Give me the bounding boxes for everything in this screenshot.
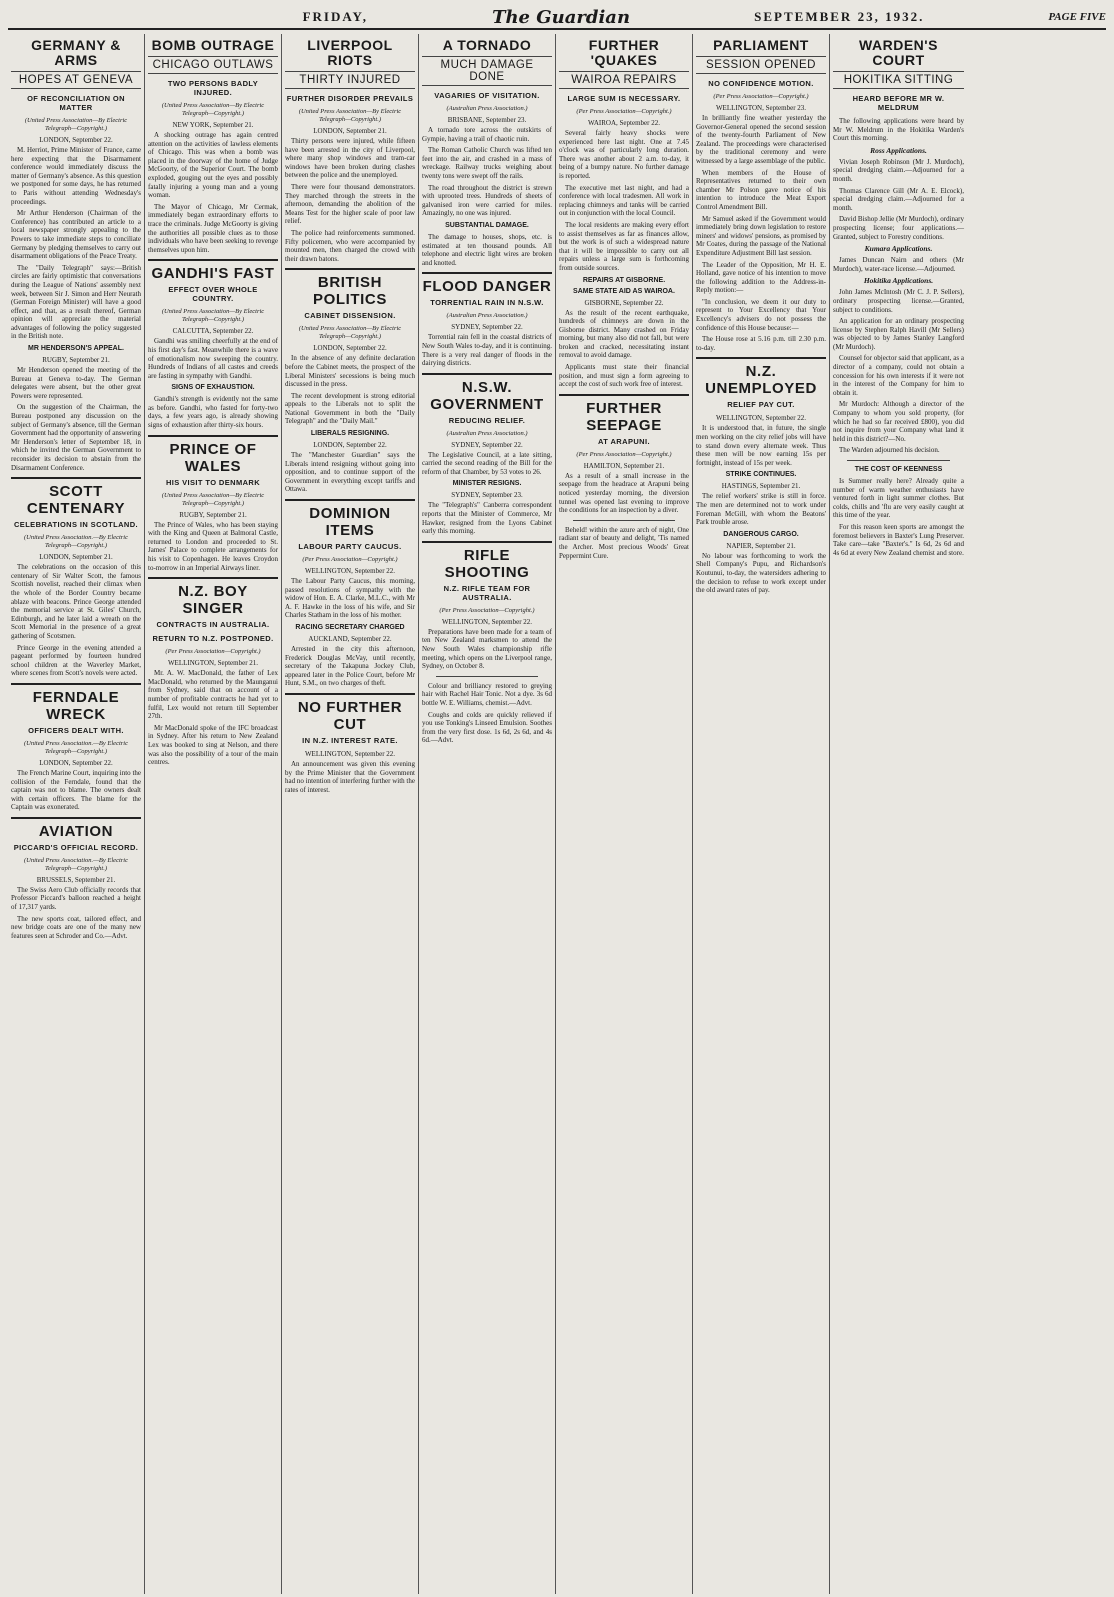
deck: RETURN TO N.Z. POSTPONED. — [152, 634, 274, 644]
headline: DOMINION ITEMS — [285, 499, 415, 539]
divider — [573, 520, 675, 521]
headline: WARDEN'S COURT — [859, 37, 938, 68]
dateline: BRUSSELS, September 21. — [36, 875, 116, 884]
wire-credit: (United Press Association—By Electric Telegraph—Copyright.) — [161, 491, 265, 507]
article-paragraph: No labour was forthcoming to work the Shell Company's Pupu, and Richardson's Koutunui, to-day, the watersiders adhering to the decision to refuse to work except under the old award rates of pay. — [696, 551, 826, 595]
wire-credit: (Per Press Association—Copyright.) — [713, 93, 809, 100]
subheadline: HOPES AT GENEVA — [11, 71, 141, 89]
section-subhead: REPAIRS AT GISBORNE. — [582, 276, 666, 284]
subheadline: SESSION OPENED — [696, 56, 826, 74]
article-paragraph: There were four thousand demonstrators. They marched through the streets in the afternoon, demanding the abolition of the Means Test for the higher scale of poor law relief. — [285, 182, 415, 226]
article-paragraph: In brilliantly fine weather yesterday the Governor-General opened the second session of the twenty-fourth Parliament of New Zealand. The proceedings were characterised by the traditional ceremony and were witnessed by a large assemblage of the public. — [696, 114, 826, 165]
dateline: SYDNEY, September 23. — [451, 491, 523, 500]
deck: RELIEF PAY CUT. — [727, 400, 795, 410]
article-paragraph: Counsel for objector said that applicant, as a director of a company, could not obtain a concession for his own interests if it were not in the interest of the Company for him to obtain it. — [833, 354, 964, 397]
headline: RIFLE SHOOTING — [422, 541, 552, 581]
deck: CABINET DISSENSION. — [304, 311, 396, 321]
headline: BRITISH POLITICS — [285, 268, 415, 308]
deck: NO CONFIDENCE MOTION. — [708, 79, 814, 88]
dateline: CALCUTTA, September 22. — [172, 327, 254, 336]
article-paragraph: The following applications were heard by Mr W. Meldrum in the Hokitika Warden's Court this morning. — [833, 117, 964, 143]
subheadline: CHICAGO OUTLAWS — [148, 56, 278, 74]
section-subhead: MINISTER RESIGNS. — [452, 480, 522, 488]
headline: SCOTT CENTENARY — [11, 477, 141, 517]
deck: CELEBRATIONS IN SCOTLAND. — [13, 520, 139, 530]
deck: AT ARAPUNI. — [598, 436, 650, 446]
article-paragraph: The House rose at 5.16 p.m. till 2.30 p.m. to-day. — [696, 335, 826, 352]
article-paragraph: In the absence of any definite declaration before the Cabinet meets, the prospect of the Liberal Ministers' secessions is being much discussed in the press. — [285, 354, 415, 389]
dateline: NAPIER, September 21. — [726, 541, 796, 550]
wire-credit: (Australian Press Association.) — [446, 105, 528, 112]
dateline: LONDON, September 21. — [313, 127, 387, 135]
wire-credit: (United Press Association.—By Electric Telegraph—Copyright.) — [24, 534, 128, 550]
wire-credit: (Per Press Association—Copyright.) — [576, 108, 672, 115]
deck: N.Z. RIFLE TEAM FOR AUSTRALIA. — [443, 583, 531, 602]
headline: PARLIAMENT — [713, 37, 809, 53]
dateline: WELLINGTON, September 22. — [304, 749, 396, 758]
dateline: LONDON, September 21. — [39, 553, 113, 562]
article-paragraph: The recent development is strong editorial appeals to the Liberals not to split the National Government in both the "Daily Telegraph" and the "Daily Mail." — [285, 391, 415, 426]
article-paragraph: An announcement was given this evening by the Prime Minister that the Government had no intention of interfering further with the rates of interest. — [285, 759, 415, 794]
section-subhead: SAME STATE AID AS WAIROA. — [573, 287, 675, 295]
column-7 — [830, 34, 967, 1594]
divider — [847, 460, 950, 461]
dateline: GISBORNE, September 22. — [584, 298, 664, 307]
subheadline: MUCH DAMAGE DONE — [422, 56, 552, 86]
headline: N.S.W. GOVERNMENT — [422, 373, 552, 413]
article-paragraph: The executive met last night, and had a conference with local tradesmen. All work in replacing chimneys and tanks will be carried out in conjunction with the local Council. — [559, 183, 689, 218]
section-subhead: LIBERALS RESIGNING. — [310, 430, 390, 438]
deck: HIS VISIT TO DENMARK — [165, 477, 261, 487]
deck: TWO PERSONS BADLY INJURED. — [167, 79, 259, 97]
wire-credit: (Per Press Association—Copyright.) — [439, 606, 535, 614]
headline: N.Z. UNEMPLOYED — [696, 357, 826, 397]
headline: FLOOD DANGER — [422, 272, 552, 295]
column-3 — [282, 34, 419, 1594]
masthead-date: SEPTEMBER 23, 1932. — [754, 9, 925, 24]
dateline: AUCKLAND, September 22. — [308, 635, 392, 643]
article-paragraph: The road throughout the district is strewn with uprooted trees. Hundreds of sheets of galvanised iron were carried for miles. Amazingly, no one was injured. — [422, 183, 552, 218]
dateline: WELLINGTON, September 22. — [715, 414, 807, 423]
article-paragraph: Thirty persons were injured, while fifteen have been arrested in the city of Liverpool, where many shop windows and tram-car windows have been broken during clashes between the police and the unemployed. — [285, 137, 415, 180]
wire-credit: (Per Press Association—Copyright.) — [165, 648, 261, 656]
section-subhead: DANGEROUS CARGO. — [723, 530, 799, 538]
deck: LARGE SUM IS NECESSARY. — [567, 94, 681, 103]
wire-credit: (United Press Association.—By Electric Telegraph—Copyright.) — [24, 739, 128, 755]
deck: OF RECONCILIATION ON MATTER — [27, 94, 125, 112]
dateline: LONDON, September 22. — [39, 136, 113, 144]
headline: GERMANY & ARMS — [31, 37, 121, 68]
divider — [436, 676, 538, 677]
dateline: WELLINGTON, September 22. — [304, 567, 396, 576]
column-2 — [145, 34, 282, 1594]
advertisement: Coughs and colds are quickly relieved if you use Tonking's Linseed Emulsion. Soothes from the very first dose. 1s 6d, 2s 6d, and 4s 6d.—Advt. — [422, 710, 552, 745]
section-label: Hokitika Applications. — [863, 276, 934, 286]
masthead-title: The Guardian — [492, 6, 631, 28]
article-paragraph: The Mayor of Chicago, Mr Cermak, immediately began extraordinary efforts to trace the criminals. Judge McGoorty is giving the authorities all possible clues as to those individuals who have been seeking to revenge themselves upon him. — [148, 202, 278, 254]
wire-credit: (United Press Association—By Electric Telegraph—Copyright.) — [161, 308, 265, 324]
article-paragraph: The damage to houses, shops, etc. is estimated at ten thousand pounds. All telephone and electric light wires are broken and knotted. — [422, 232, 552, 267]
page-number: PAGE FIVE — [1048, 11, 1106, 23]
deck: TORRENTIAL RAIN IN N.S.W. — [430, 298, 544, 308]
article-paragraph: Mr Henderson opened the meeting of the Bureau at Geneva to-day. The German delegates were absent, but the other great Powers were represented. — [11, 366, 141, 400]
article-paragraph: The Leader of the Opposition, Mr H. E. Holland, gave notice of his intention to move the following addition to the Address-in-Reply motion:— — [696, 260, 826, 295]
masthead — [8, 6, 1106, 30]
article-paragraph: Mr Murdoch: Although a director of the Company to whom you sold property, (for which he had so far received £800), you did not inquire from your Company what land it held in this district?—No. — [833, 400, 964, 443]
article-paragraph: David Bishop Jellie (Mr Murdoch), ordinary prospecting license; four applications.—Granted, subject to Forestry conditions. — [833, 215, 964, 241]
deck: PICCARD'S OFFICIAL RECORD. — [13, 842, 139, 852]
dateline: SYDNEY, September 22. — [451, 440, 523, 449]
deck: REDUCING RELIEF. — [448, 415, 526, 425]
headline: LIVERPOOL RIOTS — [307, 37, 393, 68]
dateline: WELLINGTON, September 22. — [441, 617, 533, 626]
dateline: HASTINGS, September 21. — [721, 482, 801, 491]
dateline: HAMILTON, September 21. — [583, 461, 665, 470]
column-4 — [419, 34, 556, 1594]
article-paragraph: "In conclusion, we deem it our duty to represent to Your Excellency that Your Excellency's advisers do not possess the confidence of this House because:— — [696, 297, 826, 332]
article-paragraph: Mr Samuel asked if the Government would immediately bring down legislation to restore miners' and widows' pensions, as promised by Mr Coates, during the passage of the National Expenditure Adjustment Bill last session. — [696, 214, 826, 257]
article-paragraph: Arrested in the city this afternoon, Frederick Douglas McVay, until recently, secretary of the Takapuna Jockey Club, appeared later in the Police Court, before Mr Hunt, S.M., on two charges of theft. — [285, 645, 415, 688]
headline: BOMB OUTRAGE — [151, 37, 275, 53]
wire-credit: (United Press Association.—By Electric Telegraph—Copyright.) — [24, 856, 128, 872]
article-paragraph: When members of the House of Representatives returned to their own chamber Mr Polson gave notice of his intention to introduce the Meat Export Control Amendment Bill. — [696, 168, 826, 211]
advertisement: Colour and brilliancy restored to greying hair with Rachel Hair Tonic. Not a dye. 3s 6d bottle W. E. Williams, chemist.—Advt. — [422, 681, 552, 707]
section-subhead: SUBSTANTIAL DAMAGE. — [445, 221, 529, 229]
headline: N.Z. BOY SINGER — [148, 577, 278, 617]
article-paragraph: Applicants must state their financial position, and must sign a form agreeing to accept the cost of such work free of interest. — [559, 363, 689, 389]
headline: FURTHER SEEPAGE — [559, 394, 689, 434]
article-paragraph: The police had reinforcements summoned. Fifty policemen, who were accompanied by mounted men, then charged the crowd with their drawn batons. — [285, 228, 415, 263]
column-6 — [693, 34, 830, 1594]
deck: IN N.Z. INTEREST RATE. — [302, 735, 398, 745]
dateline: NEW YORK, September 21. — [172, 121, 254, 129]
article-paragraph: The celebrations on the occasion of this centenary of Sir Walter Scott, the famous Scottish novelist, reached their climax when the whole of the Border Country became ablaze with beacons. Prince George attended the memorial service at St. Giles' Church, Edinburgh, and he later laid a wreath on the Scott Memorial in the presence of a great gathering of Scotsmen. — [11, 563, 141, 640]
advertisement: For this reason keen sports are amongst the foremost believers in Baxter's Lung Preserver. Take care—take "Baxter's." Is 6d, 2s 6d and 4s 6d at every New Zealand chemist and store. — [833, 522, 964, 557]
column-1 — [8, 34, 145, 1594]
masthead-left — [8, 9, 368, 25]
wire-credit: (United Press Association—By Electric Telegraph—Copyright.) — [298, 325, 402, 341]
wire-credit: (United Press Association—By Electric Telegraph—Copyright.) — [161, 102, 265, 117]
dateline: WELLINGTON, September 21. — [167, 659, 259, 668]
dateline: SYDNEY, September 22. — [451, 323, 523, 332]
article-paragraph: The Legislative Council, at a late sitting, carried the second reading of the Bill for the reform of that Chamber, by 53 votes to 26. — [422, 450, 552, 476]
article-paragraph: John James McIntosh (Mr C. J. P. Sellers), ordinary prospecting license.—Granted, subject to conditions. — [833, 288, 964, 314]
headline: AVIATION — [11, 817, 141, 840]
dateline: WELLINGTON, September 23. — [715, 104, 807, 112]
subheadline: WAIROA REPAIRS — [559, 71, 689, 89]
article-paragraph: Prince George in the evening attended a pageant performed by fourteen hundred school children at the Waverley Market, where scenes from Scott's novels were acted. — [11, 643, 141, 678]
dateline: LONDON, September 22. — [39, 758, 113, 767]
section-label: Kumara Applications. — [864, 244, 933, 254]
article-paragraph: The Labour Party Caucus, this morning, passed resolutions of sympathy with the widow of Hon. E. A. Clarke, M.L.C., with Mr A. F. Hawke in the loss of his wife, and Sir Charles Statham in the loss of his mother. — [285, 577, 415, 620]
article-paragraph: James Duncan Nairn and others (Mr Murdoch), water-race license.—Adjourned. — [833, 256, 964, 273]
section-label: Ross Applications. — [870, 145, 927, 155]
article-paragraph: Torrential rain fell in the coastal districts of New South Wales to-day, and it is continuing. There is a very real danger of floods in the dairying districts. — [422, 333, 552, 368]
article-paragraph: Mr. A. W. MacDonald, the father of Lex MacDonald, who returned by the Maunganui from Sydney, said that on account of a number of profitable contracts he had yet to fulfil, Lex would not return till September 27th. — [148, 669, 278, 721]
headline: A TORNADO — [442, 37, 532, 53]
article-paragraph: Mr Arthur Henderson (Chairman of the Conference) has contributed an article to a local newspaper strongly appealing to the Powers to take immediate steps to conciliate Germany by pledging themselves to carry out disarmament obligations of the Peace Treaty. — [11, 209, 141, 261]
section-subhead: MR HENDERSON'S APPEAL. — [28, 345, 124, 353]
article-paragraph: An application for an ordinary prospecting license by Stephen Ralph Havill (Mr Sellers) was objected to by James Stanley Langford (Mr Murdoch). — [833, 317, 964, 351]
article-paragraph: The Roman Catholic Church was lifted ten feet into the air, and crashed in a mass of wreckage. Railway trucks weighing about twenty tons were swept off the rails. — [422, 146, 552, 180]
article-paragraph: The Prince of Wales, who has been staying with the King and Queen at Balmoral Castle, returned to London and proceeded to St. James' Palace to complete arrangements for his visit to Copenhagen. He leaves Croydon to-morrow in an Imperial Airways liner. — [148, 520, 278, 572]
article-paragraph: Thomas Clarence Gill (Mr A. E. Elcock), special dredging claim.—Adjourned for a month. — [833, 186, 964, 212]
dateline: BRISBANE, September 23. — [447, 116, 527, 124]
dateline: LONDON, September 22. — [313, 441, 387, 450]
headline: FERNDALE WRECK — [11, 683, 141, 723]
subheadline: HOKITIKA SITTING — [833, 71, 964, 89]
article-paragraph: A shocking outrage has again centred attention on the activities of lawless elements of Chicago. This was when a bomb was placed in the doorway of the home of Judge McGoorty, of the Superior Court. The bomb exploded, gouging out the eyes and possibly fatally injuring a young man and a young woman. — [148, 131, 278, 200]
masthead-day: FRIDAY, — [302, 9, 368, 24]
section-subhead: STRIKE CONTINUES. — [725, 471, 797, 479]
deck: VAGARIES OF VISITATION. — [434, 91, 540, 100]
article-paragraph: Gandhi's strength is evidently not the same as before. Gandhi, who fasted for forty-two days, a few years ago, is already showing signs of exhaustion after thirty-six hours. — [148, 395, 278, 430]
article-paragraph: The French Marine Court, inquiring into the collision of the Ferndale, found that the captain was not to blame. The owners dealt with certain officers. The blame for the Captain was exonerated. — [11, 768, 141, 812]
headline: NO FURTHER CUT — [285, 693, 415, 733]
article-paragraph: A tornado tore across the outskirts of Gympie, having a trail of chaotic ruin. — [422, 126, 552, 143]
article-paragraph: Vivian Joseph Robinson (Mr J. Murdoch), special dredging claim.—Adjourned for a month. — [833, 157, 964, 183]
article-paragraph: As a result of a small increase in the seepage from the headrace at Arapuni being noticed yesterday morning, the diversion tunnel was opened last evening to improve the conditions for an inspection by a diver. — [559, 471, 689, 515]
dateline: WAIROA, September 22. — [588, 119, 660, 127]
wire-credit: (Per Press Association—Copyright.) — [302, 556, 398, 564]
deck: HEARD BEFORE MR W. MELDRUM — [852, 94, 945, 112]
headline: FURTHER 'QUAKES — [588, 37, 660, 68]
article-paragraph: Preparations have been made for a team of ten New Zealand marksmen to attend the New South Wales championship rifle meeting, which opens on the Liverpool range, Sydney, on October 8. — [422, 627, 552, 671]
headline: PRINCE OF WALES — [148, 435, 278, 475]
article-paragraph: Several fairly heavy shocks were experienced here last night. One at 7.45 o'clock was of particularly long duration. There was another about 2 a.m. to-day, it being of a bumpy nature. No further damage is reported. — [559, 129, 689, 180]
dateline: LONDON, September 22. — [313, 344, 387, 353]
deck: FURTHER DISORDER PREVAILS — [286, 94, 414, 103]
dateline: RUGBY, September 21. — [42, 356, 110, 365]
article-paragraph: The Swiss Aero Club officially records that Professor Piccard's balloon reached a height of 17,317 yards. — [11, 885, 141, 912]
advertisement: Is Summer really here? Already quite a number of warm weather enthusiasts have ventured forth in light summer clothes. But colds, chills and 'flu are very easily caught at this time of the year. — [833, 477, 964, 520]
article-paragraph: The "Telegraph's" Canberra correspondent reports that the Minister of Commerce, Mr Hawker, resigned from the Lyons Cabinet early this morning. — [422, 501, 552, 536]
article-paragraph: It is understood that, in future, the single men working on the city relief jobs will have to stand down every alternate week. Thus these men will be now earning 15s per fortnight, instead of 15s per week. — [696, 424, 826, 467]
article-paragraph: The relief workers' strike is still in force. The men are determined not to work under Foreman McGill, with whom the Beatons' Park trouble arose. — [696, 492, 826, 527]
article-paragraph: The "Daily Telegraph" says:—British circles are fairly optimistic that conversations during the League of Nations' assembly next week, between Sir J. Simon and Herr Neurath (German Foreign Minister) will have a good effect, and that, as a result thereof, German opinion will appreciate the material advantages of following the policy suggested in the British note. — [11, 263, 141, 341]
deck: CONTRACTS IN AUSTRALIA. — [156, 620, 270, 630]
article-paragraph: Mr MacDonald spoke of the IFC broadcast in Sydney. After his return to New Zealand Lex was booked to sing at Nelson, and there was also the possibility of a tour of the main centres. — [148, 723, 278, 767]
article-paragraph: The "Manchester Guardian" says the Liberals intend resigning without going into opposition, and to continue support of the Government in everything except tariffs and Ottawa. — [285, 451, 415, 494]
section-subhead: THE COST OF KEENNESS — [854, 466, 943, 473]
section-subhead: SIGNS OF EXHAUSTION. — [171, 384, 255, 392]
deck: LABOUR PARTY CAUCUS. — [298, 542, 402, 552]
subheadline: THIRTY INJURED — [285, 71, 415, 89]
deck: OFFICERS DEALT WITH. — [28, 725, 124, 735]
deck: EFFECT OVER WHOLE COUNTRY. — [168, 285, 258, 304]
article-paragraph: M. Herriot, Prime Minister of France, came here expecting that the Disarmament conference would immediately discuss the matter of Germany's absence. As this question we postponed for some days, he has returned to Paris without attending Wednesday's proceedings. — [11, 146, 141, 206]
wire-credit: (United Press Association—By Electric Telegraph—Copyright.) — [24, 117, 128, 132]
article-paragraph: As the result of the recent earthquake, hundreds of chimneys are down in the Gisborne district. Many crashed on Friday morning, but many also did not fall, but were broken and cracked, necessitating instant removal to avoid damage. — [559, 308, 689, 360]
headline: GANDHI'S FAST — [148, 259, 278, 282]
article-paragraph: The local residents are making every effort to assist themselves as far as finances allow, but the work is of such a widespread nature that it will be impossible to carry out all repairs unless a large sum is forthcoming from outside sources. — [559, 220, 689, 272]
section-subhead: RACING SECRETARY CHARGED — [295, 624, 405, 631]
columns — [8, 34, 1106, 1594]
wire-credit: (Australian Press Association.) — [446, 312, 528, 320]
advertisement: The new sports coat, tailored effect, and new bridge coats are one of the many new features seen at Schroder and Co.—Advt. — [11, 914, 141, 940]
article-paragraph: Gandhi was smiling cheerfully at the end of his first day's fast. Meanwhile there is a wave of emotionalism now sweeping the country. Hundreds of Indians of all castes and creeds are fasting in sympathy with Gandhi. — [148, 337, 278, 380]
article-paragraph: On the suggestion of the Chairman, the Bureau postponed any discussion on the subject of Germany's absence, till the German Government had the opportunity of answering Mr Henderson's letter of September 18, in which he invited the German Government to reconsider its decision to abstain from the Disarmament Conference. — [11, 403, 141, 472]
article-paragraph: The Warden adjourned his decision. — [839, 446, 940, 455]
wire-credit: (Per Press Association—Copyright.) — [576, 450, 672, 458]
dateline: RUGBY, September 21. — [179, 510, 247, 519]
column-5 — [556, 34, 693, 1594]
advertisement: Beheld! within the azure arch of night, One radiant star of beauty and delight, 'Tis named the Archer. Most precious Woods' Great Peppermint Cure. — [559, 525, 689, 560]
wire-credit: (Australian Press Association.) — [446, 429, 528, 437]
wire-credit: (United Press Association—By Electric Telegraph—Copyright.) — [298, 108, 402, 123]
